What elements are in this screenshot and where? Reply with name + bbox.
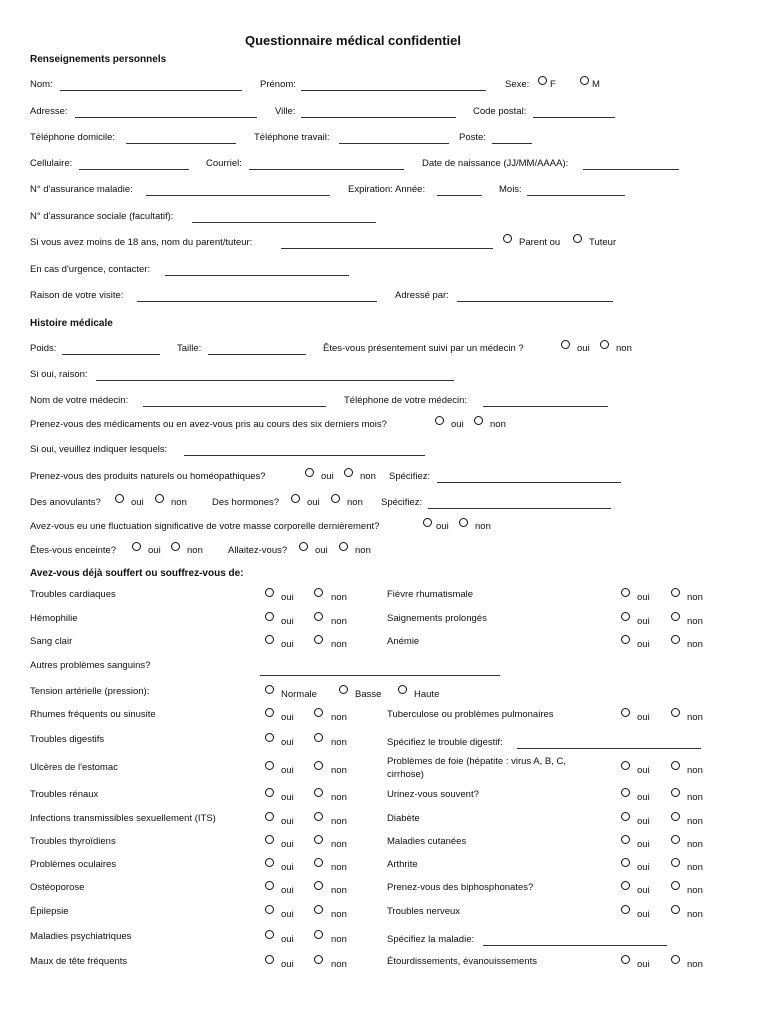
parent-tuteur-field[interactable] [281, 248, 493, 249]
spec-digestif-field[interactable] [517, 748, 701, 749]
cond-right-label: Problèmes de foie (hépatite : virus A, B, C, [387, 756, 567, 767]
cond-left-label: Ostéoporose [30, 882, 85, 893]
oui-label: oui [281, 592, 294, 603]
enceinte-label: Êtes-vous enceinte? [30, 545, 117, 556]
courriel-label: Courriel: [206, 158, 242, 169]
section-history: Histoire médicale [30, 318, 113, 329]
cond-left-oui-radio[interactable] [265, 708, 274, 717]
nom-medecin-field[interactable] [143, 406, 326, 407]
cond-right-label: Prenez-vous des biphosphonates? [387, 882, 534, 893]
basse-label: Basse [355, 689, 382, 700]
ville-label: Ville: [275, 106, 296, 117]
urgence-field[interactable] [165, 275, 349, 276]
hormones-non-label: non [347, 497, 363, 508]
lesquels-field[interactable] [184, 455, 425, 456]
cond-right-non-radio[interactable] [671, 881, 680, 890]
cond-left-non-radio[interactable] [314, 930, 323, 939]
cond-right-oui-radio[interactable] [621, 588, 630, 597]
cond-right-label: Maladies cutanées [387, 836, 467, 847]
cond-left-oui-radio[interactable] [265, 905, 274, 914]
cond-left-label: Problèmes oculaires [30, 859, 117, 870]
parent-radio[interactable] [503, 234, 512, 243]
tel-medecin-label: Téléphone de votre médecin: [344, 395, 468, 406]
tel-domicile-label: Téléphone domicile: [30, 132, 116, 143]
cond-left-non-radio[interactable] [314, 905, 323, 914]
haute-label: Haute [414, 689, 440, 700]
non-label: non [331, 934, 347, 945]
poste-label: Poste: [459, 132, 486, 143]
oui-label: oui [637, 839, 650, 850]
non-label: non [331, 639, 347, 650]
page-title: Questionnaire médical confidentiel [245, 33, 461, 48]
urgence-label: En cas d'urgence, contacter: [30, 264, 151, 275]
oui-label: oui [637, 792, 650, 803]
mois-field[interactable] [527, 195, 625, 196]
cond-right-label: Saignements prolongés [387, 613, 487, 624]
enceinte-non-label: non [187, 545, 203, 556]
hormones-specifiez-field[interactable] [428, 508, 611, 509]
si-oui-raison-field[interactable] [96, 380, 454, 381]
cond-right-oui-radio[interactable] [621, 612, 630, 621]
expiration-annee-field[interactable] [437, 195, 482, 196]
cond-left-non-radio[interactable] [314, 761, 323, 770]
non-label: non [687, 816, 703, 827]
fluctuation-oui-label: oui [436, 521, 449, 532]
medicaments-non-label: non [490, 419, 506, 430]
medicaments-label: Prenez-vous des médicaments ou en avez-vous pris au cours des six derniers mois? [30, 419, 387, 430]
cond-left-non-radio[interactable] [314, 708, 323, 717]
ville-field[interactable] [301, 117, 456, 118]
code-postal-field[interactable] [533, 117, 615, 118]
oui-label: oui [637, 885, 650, 896]
spec-maladie-label: Spécifiez la maladie: [387, 934, 475, 945]
allaitez-non-radio[interactable] [339, 542, 348, 551]
suivi-non-label: non [616, 343, 632, 354]
cond-right-non-radio[interactable] [671, 812, 680, 821]
tuteur-radio[interactable] [573, 234, 582, 243]
cond-left-oui-radio[interactable] [265, 788, 274, 797]
adresse-field[interactable] [75, 117, 257, 118]
oui-label: oui [281, 839, 294, 850]
tel-travail-field[interactable] [339, 143, 449, 144]
non-label: non [331, 816, 347, 827]
cond-right-oui-radio[interactable] [621, 812, 630, 821]
cond-right-oui-radio[interactable] [621, 635, 630, 644]
lesquels-label: Si oui, veuillez indiquer lesquels: [30, 444, 168, 455]
anovulants-oui-label: oui [131, 497, 144, 508]
cond-right-oui-radio[interactable] [621, 955, 630, 964]
tel-medecin-field[interactable] [483, 406, 608, 407]
oui-label: oui [281, 765, 294, 776]
poids-field[interactable] [62, 354, 160, 355]
cond-left-oui-radio[interactable] [265, 835, 274, 844]
adresse-label: Adresse: [30, 106, 68, 117]
cond-right-oui-radio[interactable] [621, 788, 630, 797]
oui-label: oui [281, 639, 294, 650]
moins18-label: Si vous avez moins de 18 ans, nom du parent/tuteur: [30, 237, 253, 248]
cond-left-label: Épilepsie [30, 906, 69, 917]
naturels-label: Prenez-vous des produits naturels ou homéopathiques? [30, 471, 266, 482]
cond-left-non-radio[interactable] [314, 733, 323, 742]
cond-left-non-radio[interactable] [314, 612, 323, 621]
cond-left-oui-radio[interactable] [265, 588, 274, 597]
oui-label: oui [281, 862, 294, 873]
oui-label: oui [281, 712, 294, 723]
anovulants-non-radio[interactable] [155, 494, 164, 503]
oui-label: oui [281, 909, 294, 920]
cond-left-oui-radio[interactable] [265, 812, 274, 821]
cond-left-non-radio[interactable] [314, 812, 323, 821]
section-conditions: Avez-vous déjà souffert ou souffrez-vous de: [30, 568, 244, 579]
cond-left-oui-radio[interactable] [265, 761, 274, 770]
anovulants-non-label: non [171, 497, 187, 508]
nom-medecin-label: Nom de votre médecin: [30, 395, 129, 406]
date-naissance-field[interactable] [583, 169, 679, 170]
naturels-non-radio[interactable] [344, 468, 353, 477]
oui-label: oui [637, 862, 650, 873]
anovulants-oui-radio[interactable] [115, 494, 124, 503]
medicaments-non-radio[interactable] [474, 416, 483, 425]
non-label: non [331, 737, 347, 748]
tension-label: Tension artérielle (pression): [30, 686, 150, 697]
allaitez-oui-radio[interactable] [299, 542, 308, 551]
sexe-f-label: F [550, 79, 556, 90]
fluctuation-non-radio[interactable] [459, 518, 468, 527]
non-label: non [687, 959, 703, 970]
date-naissance-label: Date de naissance (JJ/MM/AAAA): [422, 158, 569, 169]
raison-visite-field[interactable] [137, 301, 377, 302]
fluctuation-non-label: non [475, 521, 491, 532]
sexe-m-radio[interactable] [580, 76, 589, 85]
cond-right-label: Fièvre rhumatismale [387, 589, 474, 600]
cond-left-label: Troubles rénaux [30, 789, 99, 800]
hormones-oui-radio[interactable] [291, 494, 300, 503]
suivi-oui-radio[interactable] [561, 340, 570, 349]
non-label: non [687, 616, 703, 627]
cond-left-label: Rhumes fréquents ou sinusite [30, 709, 156, 720]
enceinte-non-radio[interactable] [171, 542, 180, 551]
assurance-sociale-field[interactable] [192, 222, 376, 223]
suivi-label: Êtes-vous présentement suivi par un médecin ? [323, 343, 524, 354]
assurance-maladie-label: N° d'assurance maladie: [30, 184, 133, 195]
cond-left-non-radio[interactable] [314, 858, 323, 867]
oui-label: oui [637, 592, 650, 603]
autres-sang-label: Autres problèmes sanguins? [30, 660, 151, 671]
normale-label: Normale [281, 689, 317, 700]
assurance-sociale-label: N° d'assurance sociale (facultatif): [30, 211, 174, 222]
oui-label: oui [281, 616, 294, 627]
cond-right-label: Tuberculose ou problèmes pulmonaires [387, 709, 554, 720]
cond-left-non-radio[interactable] [314, 955, 323, 964]
cond-right-non-radio[interactable] [671, 708, 680, 717]
cond-left-label: Hémophilie [30, 613, 78, 624]
non-label: non [687, 639, 703, 650]
cond-right-oui-radio[interactable] [621, 708, 630, 717]
non-label: non [687, 862, 703, 873]
tension-normale-radio[interactable] [265, 685, 274, 694]
naturels-specifiez-field[interactable] [437, 482, 621, 483]
naturels-specifiez-label: Spécifiez: [389, 471, 431, 482]
cond-right-label: Anémie [387, 636, 420, 647]
oui-label: oui [281, 959, 294, 970]
non-label: non [687, 909, 703, 920]
cond-right-label: Étourdissements, évanouissements [387, 956, 537, 967]
taille-label: Taille: [177, 343, 202, 354]
enceinte-oui-radio[interactable] [132, 542, 141, 551]
adresse-par-field[interactable] [457, 301, 613, 302]
hormones-label: Des hormones? [212, 497, 280, 508]
cond-left-label: Troubles cardiaques [30, 589, 116, 600]
naturels-non-label: non [360, 471, 376, 482]
si-oui-raison-label: Si oui, raison: [30, 369, 88, 380]
sexe-f-radio[interactable] [538, 76, 547, 85]
cond-right-label: Diabète [387, 813, 420, 824]
oui-label: oui [637, 639, 650, 650]
code-postal-label: Code postal: [473, 106, 527, 117]
spec-maladie-field[interactable] [483, 945, 667, 946]
tension-haute-radio[interactable] [398, 685, 407, 694]
cond-left-oui-radio[interactable] [265, 612, 274, 621]
expiration-label: Expiration: Année: [348, 184, 426, 195]
prenom-label: Prénom: [260, 79, 296, 90]
medicaments-oui-label: oui [451, 419, 464, 430]
cond-left-oui-radio[interactable] [265, 635, 274, 644]
cond-left-label: Ulcères de l'estomac [30, 762, 118, 773]
hormones-oui-label: oui [307, 497, 320, 508]
cond-right-label: Troubles nerveux [387, 906, 461, 917]
non-label: non [687, 592, 703, 603]
nom-label: Nom: [30, 79, 53, 90]
cond-right-oui-radio[interactable] [621, 905, 630, 914]
non-label: non [331, 616, 347, 627]
oui-label: oui [281, 737, 294, 748]
non-label: non [687, 839, 703, 850]
cond-left-oui-radio[interactable] [265, 930, 274, 939]
naturels-oui-radio[interactable] [305, 468, 314, 477]
cond-right-non-radio[interactable] [671, 955, 680, 964]
suivi-oui-label: oui [577, 343, 590, 354]
naturels-oui-label: oui [321, 471, 334, 482]
prenom-field[interactable] [301, 90, 486, 91]
non-label: non [687, 712, 703, 723]
allaitez-oui-label: oui [315, 545, 328, 556]
oui-label: oui [637, 712, 650, 723]
sexe-label: Sexe: [505, 79, 530, 90]
cond-right-non-radio[interactable] [671, 761, 680, 770]
cond-right-oui-radio[interactable] [621, 835, 630, 844]
cond-right-non-radio[interactable] [671, 905, 680, 914]
oui-label: oui [281, 934, 294, 945]
allaitez-non-label: non [355, 545, 371, 556]
allaitez-label: Allaitez-vous? [228, 545, 288, 556]
non-label: non [687, 792, 703, 803]
cond-left-oui-radio[interactable] [265, 733, 274, 742]
enceinte-oui-label: oui [148, 545, 161, 556]
oui-label: oui [637, 816, 650, 827]
tuteur-label: Tuteur [589, 237, 617, 248]
fluctuation-oui-radio[interactable] [423, 518, 432, 527]
cond-right-non-radio[interactable] [671, 635, 680, 644]
cond-left-oui-radio[interactable] [265, 858, 274, 867]
non-label: non [331, 792, 347, 803]
oui-label: oui [637, 616, 650, 627]
hormones-non-radio[interactable] [331, 494, 340, 503]
cond-left-label: Infections transmissibles sexuellement (ITS) [30, 813, 216, 824]
cond-left-oui-radio[interactable] [265, 881, 274, 890]
fluctuation-label: Avez-vous eu une fluctuation significative de votre masse corporelle dernièrement? [30, 521, 380, 532]
assurance-maladie-field[interactable] [146, 195, 330, 196]
tel-domicile-field[interactable] [126, 143, 236, 144]
cond-left-label: Sang clair [30, 636, 73, 647]
oui-label: oui [281, 885, 294, 896]
cond-right-oui-radio[interactable] [621, 761, 630, 770]
cond-right-non-radio[interactable] [671, 858, 680, 867]
oui-label: oui [637, 909, 650, 920]
cond-right-label: Arthrite [387, 859, 418, 870]
cond-left-non-radio[interactable] [314, 635, 323, 644]
cond-right-label: Urinez-vous souvent? [387, 789, 479, 800]
tension-basse-radio[interactable] [339, 685, 348, 694]
cond-left-oui-radio[interactable] [265, 955, 274, 964]
cond-left-label: Troubles digestifs [30, 734, 105, 745]
cond-left-non-radio[interactable] [314, 835, 323, 844]
cond-right-label-cont: cirrhose) [387, 769, 424, 780]
adresse-par-label: Adressé par: [395, 290, 449, 301]
cond-left-non-radio[interactable] [314, 788, 323, 797]
courriel-field[interactable] [249, 169, 404, 170]
oui-label: oui [637, 959, 650, 970]
non-label: non [331, 765, 347, 776]
medicaments-oui-radio[interactable] [435, 416, 444, 425]
cond-left-label: Maux de tête fréquents [30, 956, 128, 967]
oui-label: oui [281, 816, 294, 827]
non-label: non [331, 959, 347, 970]
cond-right-oui-radio[interactable] [621, 881, 630, 890]
autres-sang-field[interactable] [260, 675, 500, 676]
cellulaire-label: Cellulaire: [30, 158, 73, 169]
non-label: non [687, 885, 703, 896]
poste-field[interactable] [492, 143, 532, 144]
tel-travail-label: Téléphone travail: [254, 132, 330, 143]
cond-right-non-radio[interactable] [671, 612, 680, 621]
non-label: non [331, 592, 347, 603]
cond-right-oui-radio[interactable] [621, 858, 630, 867]
nom-field[interactable] [60, 90, 242, 91]
oui-label: oui [281, 792, 294, 803]
taille-field[interactable] [208, 354, 306, 355]
anovulants-label: Des anovulants? [30, 497, 101, 508]
non-label: non [687, 765, 703, 776]
cond-right-non-radio[interactable] [671, 588, 680, 597]
cond-left-non-radio[interactable] [314, 881, 323, 890]
non-label: non [331, 839, 347, 850]
suivi-non-radio[interactable] [600, 340, 609, 349]
cond-left-label: Troubles thyroïdiens [30, 836, 116, 847]
cond-right-non-radio[interactable] [671, 788, 680, 797]
non-label: non [331, 712, 347, 723]
cond-left-non-radio[interactable] [314, 588, 323, 597]
parent-label: Parent ou [519, 237, 561, 248]
poids-label: Poids: [30, 343, 57, 354]
cond-left-label: Maladies psychiatriques [30, 931, 132, 942]
non-label: non [331, 909, 347, 920]
hormones-specifiez-label: Spécifiez: [381, 497, 423, 508]
non-label: non [331, 862, 347, 873]
non-label: non [331, 885, 347, 896]
raison-visite-label: Raison de votre visite: [30, 290, 124, 301]
sexe-m-label: M [592, 79, 600, 90]
mois-label: Mois: [499, 184, 522, 195]
section-personal: Renseignements personnels [30, 54, 167, 65]
oui-label: oui [637, 765, 650, 776]
spec-digestif-label: Spécifiez le trouble digestif: [387, 737, 503, 748]
cellulaire-field[interactable] [79, 169, 189, 170]
cond-right-non-radio[interactable] [671, 835, 680, 844]
